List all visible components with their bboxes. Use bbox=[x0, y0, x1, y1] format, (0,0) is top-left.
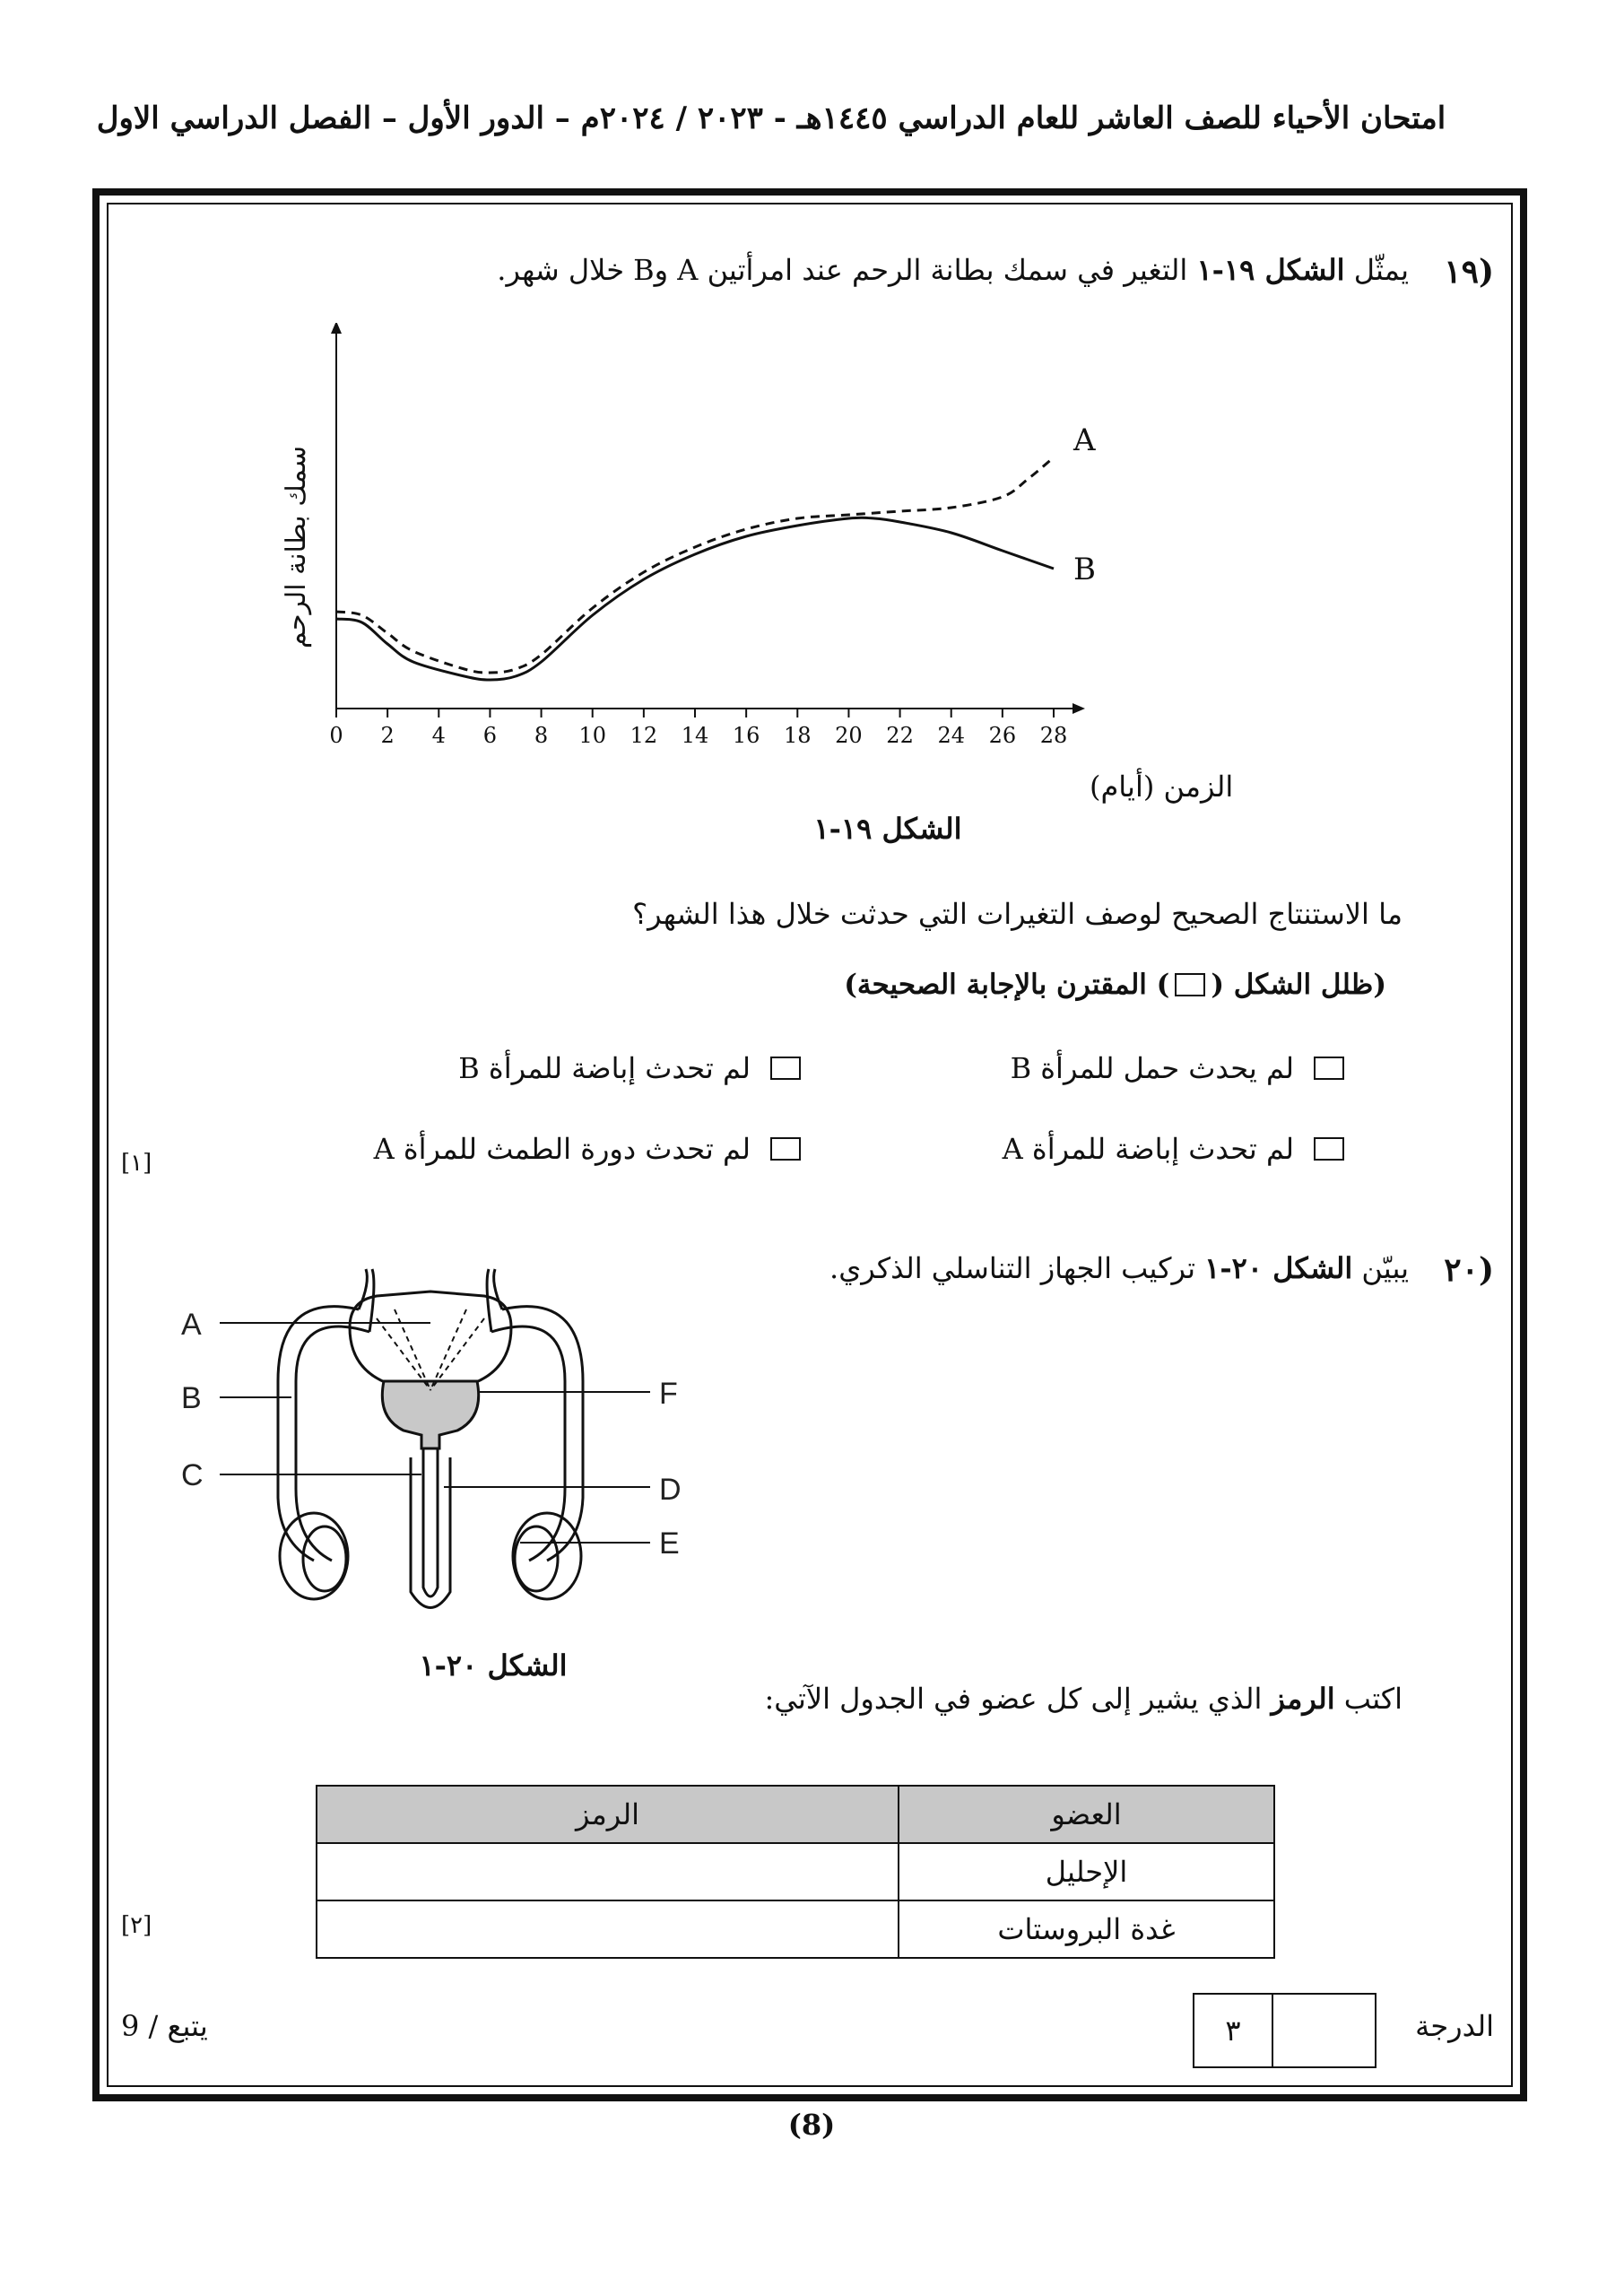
q19-instruction: (ظلل الشكل ( ) المقترن بالإجابة الصحيحة) bbox=[844, 969, 1386, 1001]
answer-table bbox=[316, 1785, 1275, 1959]
q20-instruction: اكتب الرمز الذي يشير إلى كل عضو في الجدول الآتي: bbox=[764, 1682, 1403, 1716]
q19-question: ما الاستنتاج الصحيح لوصف التغيرات التي حدثت خلال هذا الشهر؟ bbox=[632, 897, 1403, 931]
q20-stem: يبيّن الشكل ٢٠-١ تركيب الجهاز التناسلي الذكري. bbox=[829, 1251, 1409, 1285]
diagram-label-e: E bbox=[659, 1526, 680, 1561]
q19-option-4[interactable]: لم تحدث دورة الطمث للمرأة A bbox=[374, 1132, 801, 1166]
x-tick-label: 18 bbox=[784, 723, 812, 748]
endometrium-chart bbox=[269, 323, 1327, 807]
q20-figure-caption: الشكل ٢٠-١ bbox=[419, 1648, 568, 1683]
x-tick-label: 16 bbox=[732, 723, 760, 748]
x-tick-label: 8 bbox=[534, 723, 549, 748]
page-number: (8) bbox=[787, 2108, 836, 2142]
x-tick-label: 6 bbox=[482, 723, 498, 748]
grade-label: الدرجة bbox=[1415, 2009, 1494, 2043]
option-checkbox[interactable] bbox=[770, 1057, 801, 1080]
option-checkbox[interactable] bbox=[770, 1137, 801, 1161]
diagram-label-a: A bbox=[181, 1308, 202, 1342]
table-header-organ: العضو bbox=[899, 1786, 1274, 1843]
grade-input-box[interactable] bbox=[1272, 1993, 1376, 2068]
q20-number: ٢٠) bbox=[1444, 1251, 1494, 1289]
symbol-answer-cell[interactable] bbox=[317, 1900, 899, 1958]
exam-header: امتحان الأحياء للصف العاشر للعام الدراسي ١٤٤٥هـ - ٢٠٢٣ / ٢٠٢٤م – الدور الأول – الفصل الدراسي الاول bbox=[96, 100, 1446, 136]
x-tick-label: 12 bbox=[630, 723, 658, 748]
y-axis-label: سمك بطانة الرحم bbox=[281, 446, 312, 648]
left-vas-deferens-outer bbox=[278, 1307, 359, 1561]
organ-cell: الإحليل bbox=[899, 1843, 1274, 1900]
q20-marks: [٢] bbox=[121, 1912, 152, 1939]
option-checkbox[interactable] bbox=[1314, 1137, 1344, 1161]
x-axis-arrow bbox=[1073, 703, 1085, 714]
grade-max-box: ٣ bbox=[1193, 1993, 1273, 2068]
q19-option-1[interactable]: لم يحدث حمل للمرأة B bbox=[1011, 1051, 1344, 1085]
q19-marks: [١] bbox=[121, 1150, 152, 1177]
table-row bbox=[317, 1843, 1274, 1900]
penis-outline bbox=[411, 1457, 450, 1608]
series-label-b: B bbox=[1073, 552, 1096, 587]
series-line-b bbox=[336, 517, 1054, 680]
x-tick-label: 26 bbox=[988, 723, 1017, 748]
diagram-label-b: B bbox=[181, 1381, 202, 1415]
q19-option-2[interactable]: لم تحدث إباضة للمرأة B bbox=[458, 1051, 801, 1085]
shade-box-sample bbox=[1175, 973, 1205, 996]
q19-stem: يمثّل الشكل ١٩-١ التغير في سمك بطانة الرحم عند امرأتين A وB خلال شهر. bbox=[497, 253, 1409, 287]
q20-figure-ref: الشكل ٢٠-١ bbox=[1204, 1251, 1353, 1285]
series-line-a bbox=[336, 457, 1054, 673]
x-tick-label: 14 bbox=[681, 723, 709, 748]
x-tick-label: 20 bbox=[835, 723, 863, 748]
diagram-label-f: F bbox=[659, 1377, 678, 1411]
x-axis-label: الزمن (أيام) bbox=[1090, 770, 1234, 804]
organ-cell: غدة البروستات bbox=[899, 1900, 1274, 1958]
x-tick-label: 10 bbox=[578, 723, 606, 748]
diagram-label-d: D bbox=[659, 1473, 682, 1507]
symbol-answer-cell[interactable] bbox=[317, 1843, 899, 1900]
x-tick-label: 28 bbox=[1039, 723, 1068, 748]
right-vas-deferens-outer bbox=[502, 1307, 583, 1561]
male-reproductive-diagram bbox=[161, 1256, 717, 1632]
q19-number: ١٩) bbox=[1444, 253, 1494, 291]
x-tick-label: 0 bbox=[329, 723, 343, 748]
q19-figure-caption: الشكل ١٩-١ bbox=[813, 812, 962, 846]
x-tick-label: 2 bbox=[380, 723, 395, 748]
table-row bbox=[317, 1900, 1274, 1958]
urethra bbox=[423, 1444, 438, 1596]
series-label-a: A bbox=[1073, 422, 1096, 458]
x-tick-label: 4 bbox=[431, 723, 446, 748]
x-tick-label: 24 bbox=[937, 723, 965, 748]
x-tick-label: 22 bbox=[886, 723, 914, 748]
prostate-gland bbox=[382, 1381, 478, 1448]
table-header-symbol: الرمز bbox=[317, 1786, 899, 1843]
q19-option-3[interactable]: لم تحدث إباضة للمرأة A bbox=[1003, 1132, 1344, 1166]
continue-note: يتبع / 9 bbox=[121, 2009, 208, 2043]
q19-figure-ref: الشكل ١٩-١ bbox=[1196, 253, 1345, 287]
diagram-label-c: C bbox=[181, 1458, 204, 1492]
option-checkbox[interactable] bbox=[1314, 1057, 1344, 1080]
table-header-row bbox=[317, 1786, 1274, 1843]
y-axis-arrow bbox=[331, 323, 342, 334]
